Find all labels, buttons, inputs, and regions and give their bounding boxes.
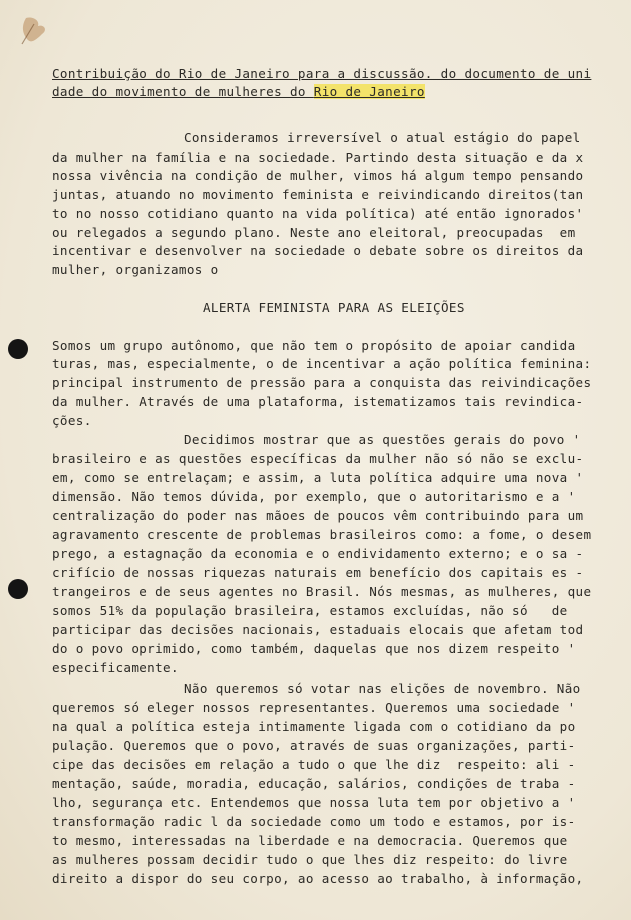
body-line: to mesmo, interessadas na liberdade e na democracia. Queremos que	[52, 833, 568, 848]
paper-stain	[18, 14, 58, 50]
body-line: direito a dispor do seu corpo, ao acesso ao trabalho, à informação,	[52, 871, 584, 886]
body-line: Somos um grupo autônomo, que não tem o propósito de apoiar candida	[52, 338, 576, 353]
body-line: somos 51% da população brasileira, estamos excluídas, não só de	[52, 603, 568, 618]
body-line: Consideramos irreversível o atual estágio do papel	[184, 130, 581, 145]
document-title-line-2	[52, 84, 425, 100]
punch-hole	[8, 579, 28, 599]
body-line: Decidimos mostrar que as questões gerais do povo '	[184, 432, 581, 447]
highlighted-text: Rio de Janeiro	[313, 84, 425, 99]
body-line: dimensão. Não temos dúvida, por exemplo, que o autoritarismo e a '	[52, 489, 576, 504]
body-line: especificamente.	[52, 660, 179, 675]
section-heading: ALERTA FEMINISTA PARA AS ELEIÇÕES	[203, 300, 465, 315]
body-line: mulher, organizamos o	[52, 262, 219, 277]
body-line: da mulher na família e na sociedade. Partindo desta situação e da x	[52, 150, 584, 165]
body-line: nossa vivência na condição de mulher, vimos há algum tempo pensando	[52, 168, 584, 183]
punch-hole	[8, 339, 28, 359]
body-line: transformação radic l da sociedade como um todo e estamos, por is-	[52, 814, 576, 829]
body-line: turas, mas, especialmente, o de incentivar a ação política feminina:	[52, 356, 592, 371]
body-line: pulação. Queremos que o povo, através de suas organizações, parti-	[52, 738, 576, 753]
body-line: agravamento crescente de problemas brasileiros como: a fome, o desem	[52, 527, 592, 542]
body-line: mentação, saúde, moradia, educação, salários, condições de traba -	[52, 776, 576, 791]
body-line: ções.	[52, 413, 92, 428]
body-line: centralização do poder nas mãoes de poucos vêm contribuindo para um	[52, 508, 584, 523]
document-title-line-1: Contribuição do Rio de Janeiro para a discussão. do documento de uni	[52, 66, 592, 81]
title-text: dade do movimento de mulheres do	[52, 84, 314, 99]
body-line: queremos só eleger nossos representantes. Queremos uma sociedade '	[52, 700, 576, 715]
body-line: to no nosso cotidiano quanto na vida política) até então ignorados'	[52, 206, 584, 221]
body-line: as mulheres possam decidir tudo o que lhes diz respeito: do livre	[52, 852, 568, 867]
body-line: participar das decisões nacionais, estaduais elocais que afetam tod	[52, 622, 584, 637]
body-line: cipe das decisões em relação a tudo o que lhe diz respeito: ali -	[52, 757, 576, 772]
body-line: na qual a política esteja intimamente ligada com o cotidiano da po	[52, 719, 576, 734]
body-line: lho, segurança etc. Entendemos que nossa luta tem por objetivo a '	[52, 795, 576, 810]
body-line: da mulher. Através de uma plataforma, istematizamos tais revindica-	[52, 394, 584, 409]
body-line: brasileiro e as questões específicas da mulher não só não se exclu-	[52, 451, 584, 466]
body-line: trangeiros e de seus agentes no Brasil. Nós mesmas, as mulheres, que	[52, 584, 592, 599]
body-line: em, como se entrelaçam; e assim, a luta política adquire uma nova '	[52, 470, 584, 485]
body-line: juntas, atuando no movimento feminista e reivindicando direitos(tan	[52, 187, 584, 202]
body-line: prego, a estagnação da economia e o endividamento externo; e o sa -	[52, 546, 584, 561]
body-line: crifício de nossas riquezas naturais em benefício dos capitais es -	[52, 565, 584, 580]
body-line: do o povo oprimido, como também, daquelas que nos dizem respeito '	[52, 641, 576, 656]
body-line: Não queremos só votar nas elições de novembro. Não	[184, 681, 581, 696]
body-line: principal instrumento de pressão para a conquista das reivindicações	[52, 375, 592, 390]
body-line: ou relegados a segundo plano. Neste ano eleitoral, preocupadas em	[52, 225, 576, 240]
body-line: incentivar e desenvolver na sociedade o debate sobre os direitos da	[52, 243, 584, 258]
